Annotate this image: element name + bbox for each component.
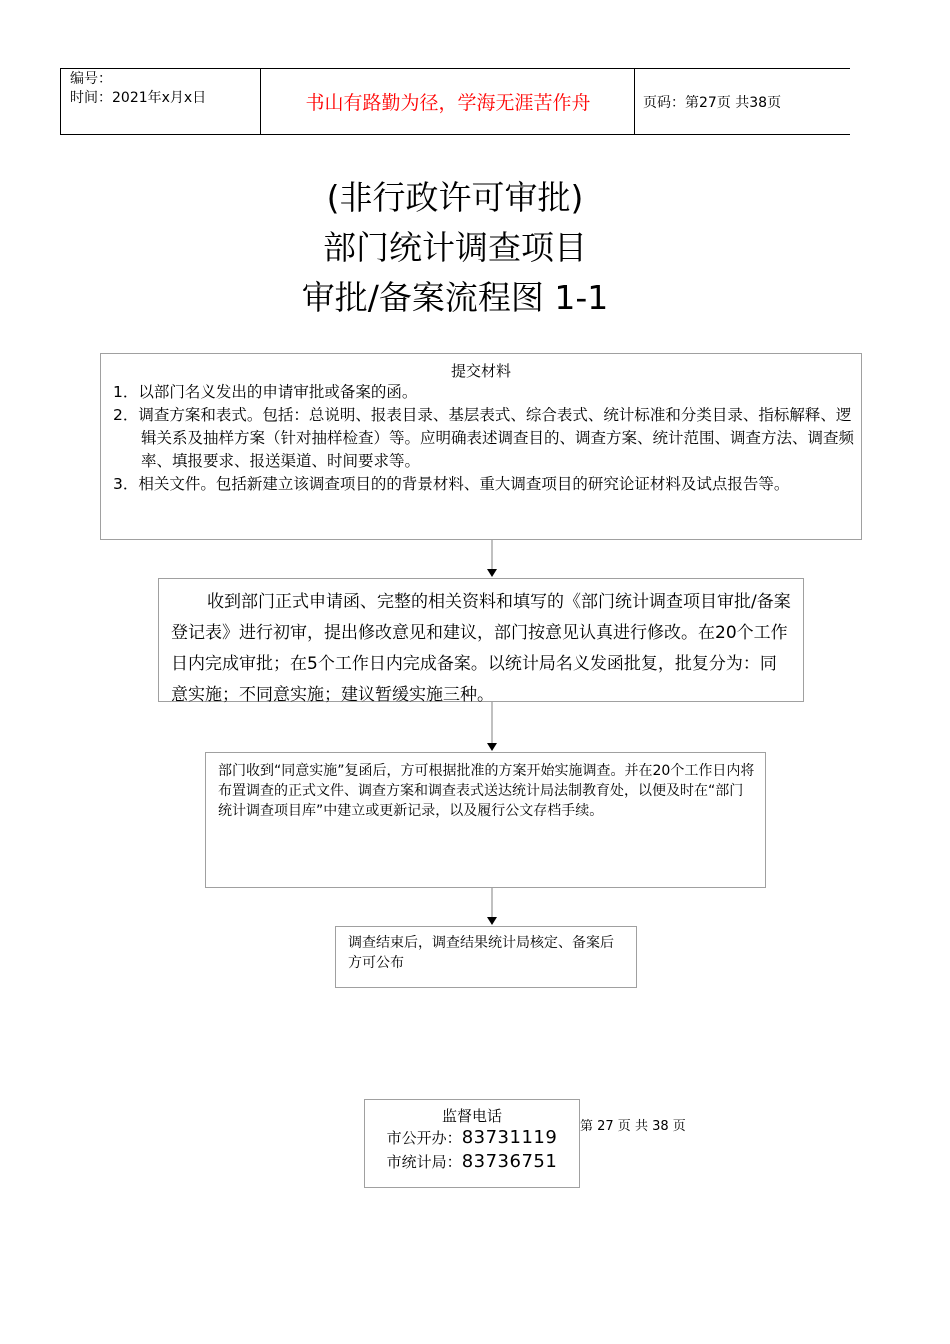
step-submit-materials	[100, 353, 862, 540]
material-item-3: 3．相关文件。包括新建立该调查项目的的背景材料、重大调查项目的研究论证材料及试点报告等。	[113, 475, 790, 493]
arrow-3	[487, 917, 497, 925]
office-2-phone: 83736751	[461, 1151, 558, 1172]
serial-label: 编号：	[70, 71, 112, 87]
title-line-2: 部门统计调查项目	[323, 228, 587, 267]
arrow-2	[487, 743, 497, 751]
title-line-1: (非行政许可审批)	[326, 178, 584, 217]
supervision-heading: 监督电话	[441, 1107, 502, 1125]
review-text: 收到部门正式申请函、完整的相关资料和填写的《部门统计调查项目审批/备案登记表》进行初审，提出修改意见和建议，部门按意见认真进行修改。在20个工作日内完成审批；在5个工作日内完成备案。以统计局名义发函批复，批复分为：同意实施；不同意实施；建议暂缓实施三种。	[171, 592, 791, 705]
office-1-phone: 83731119	[461, 1127, 558, 1148]
step-preliminary-review	[158, 578, 804, 705]
office-2-label: 市统计局：	[386, 1153, 462, 1171]
office-1-row	[365, 1126, 579, 1150]
implementation-text: 部门收到“同意实施”复函后，方可根据批准的方案开始实施调查。并在20个工作日内将布置调查的正式文件、调查方案和调查表式送达统计局法制教育处，以便及时在“部门统计调查项目库”中建立或更新记录，以及履行公文存档手续。	[218, 763, 755, 819]
office-1-label: 市公开办：	[386, 1129, 462, 1147]
step-publication	[335, 926, 637, 988]
material-item-1: 1．以部门名义发出的申请审批或备案的函。	[113, 383, 418, 401]
title-line-3: 审批/备案流程图 1-1	[301, 278, 609, 317]
publication-text: 调查结束后，调查结果统计局核定、备案后方可公布	[348, 935, 614, 971]
submit-materials-title: 提交材料	[450, 362, 511, 380]
step-implementation	[205, 752, 766, 888]
supervision-phone-box	[364, 1099, 580, 1188]
arrow-1	[487, 569, 497, 577]
office-2-row	[365, 1150, 579, 1174]
header-page-number: 页码：第27页 共38页	[643, 95, 782, 111]
footer-page-number: 第 27 页 共 38 页	[580, 1119, 686, 1134]
material-item-2: 2．调查方案和表式。包括：总说明、报表目录、基层表式、综合表式、统计标准和分类目录、指标解释、逻辑关系及抽样方案（针对抽样检查）等。应明确表述调查目的、调查方案、统计范围、调查方法、调查频率、填报要求、报送渠道、时间要求等。	[113, 406, 855, 470]
header-motto: 书山有路勤为径，学海无涯苦作舟	[305, 92, 591, 114]
materials-list	[101, 381, 861, 496]
time-label: 时间：2021年x月x日	[70, 90, 207, 106]
